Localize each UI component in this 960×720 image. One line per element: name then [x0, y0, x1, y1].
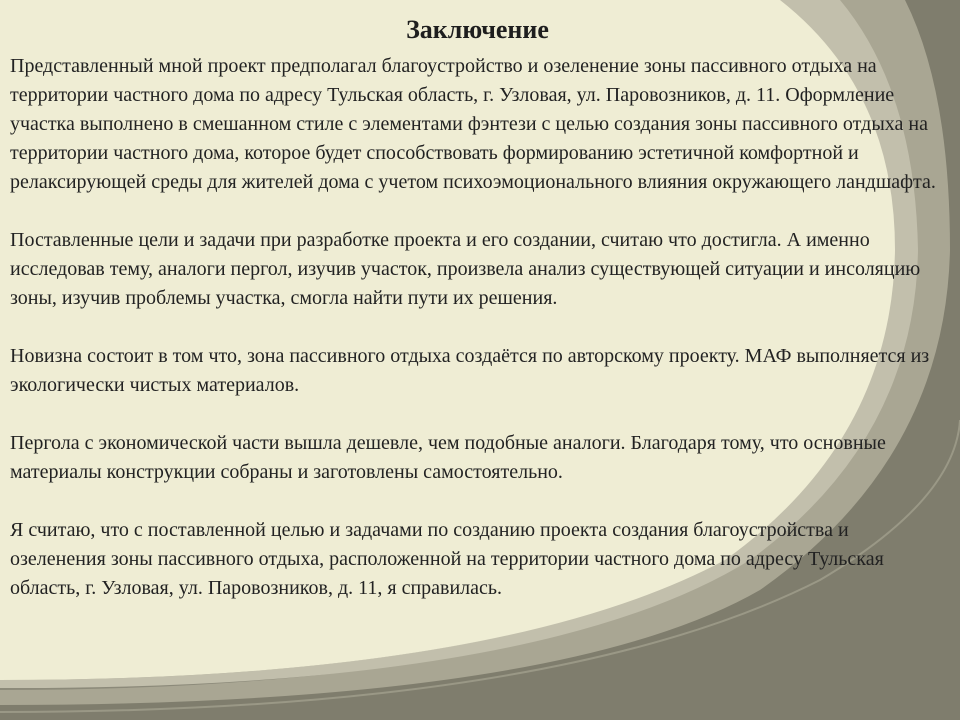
slide-title: Заключение [406, 15, 549, 44]
paragraph-novelty: Новизна состоит в том что, зона пассивного отдыха создаётся по авторскому проекту. МАФ выполняется из экологически чистых материалов. [10, 345, 930, 396]
paragraph-conclusion: Я считаю, что с поставленной целью и задачами по созданию проекта создания благоустройства и озеленения зоны пассивного отдыха, расположенной на территории частного дома по адресу Тульская область, г. Узловая, ул. Паровозников, д. 11, я справилась. [10, 519, 884, 599]
paragraph-summary: Представленный мной проект предполагал благоустройство и озеленение зоны пассивного отдыха на территории частного дома по адресу Тульская область, г. Узловая, ул. Паровозников, д. 11. Оформление участка выполнено в смешанном стиле с элементами фэнтези с целью создания зоны пассивного отдыха на территории частного дома, которое будет способствовать формированию эстетичной комфортной и релаксирующей среды для жителей дома с учетом психоэмоционального влияния окружающего ландшафта. [10, 55, 936, 193]
paragraph-economics: Пергола с экономической части вышла дешевле, чем подобные аналоги. Благодаря тому, что основные материалы конструкции собраны и заготовлены самостоятельно. [10, 432, 886, 483]
paragraph-goals: Поставленные цели и задачи при разработке проекта и его создании, считаю что достигла. А именно исследовав тему, аналоги пергол, изучив участок, произвела анализ существующей ситуации и инсоляцию зоны, изучив проблемы участка, смогла найти пути их решения. [10, 229, 921, 309]
slide-content [10, 14, 945, 603]
